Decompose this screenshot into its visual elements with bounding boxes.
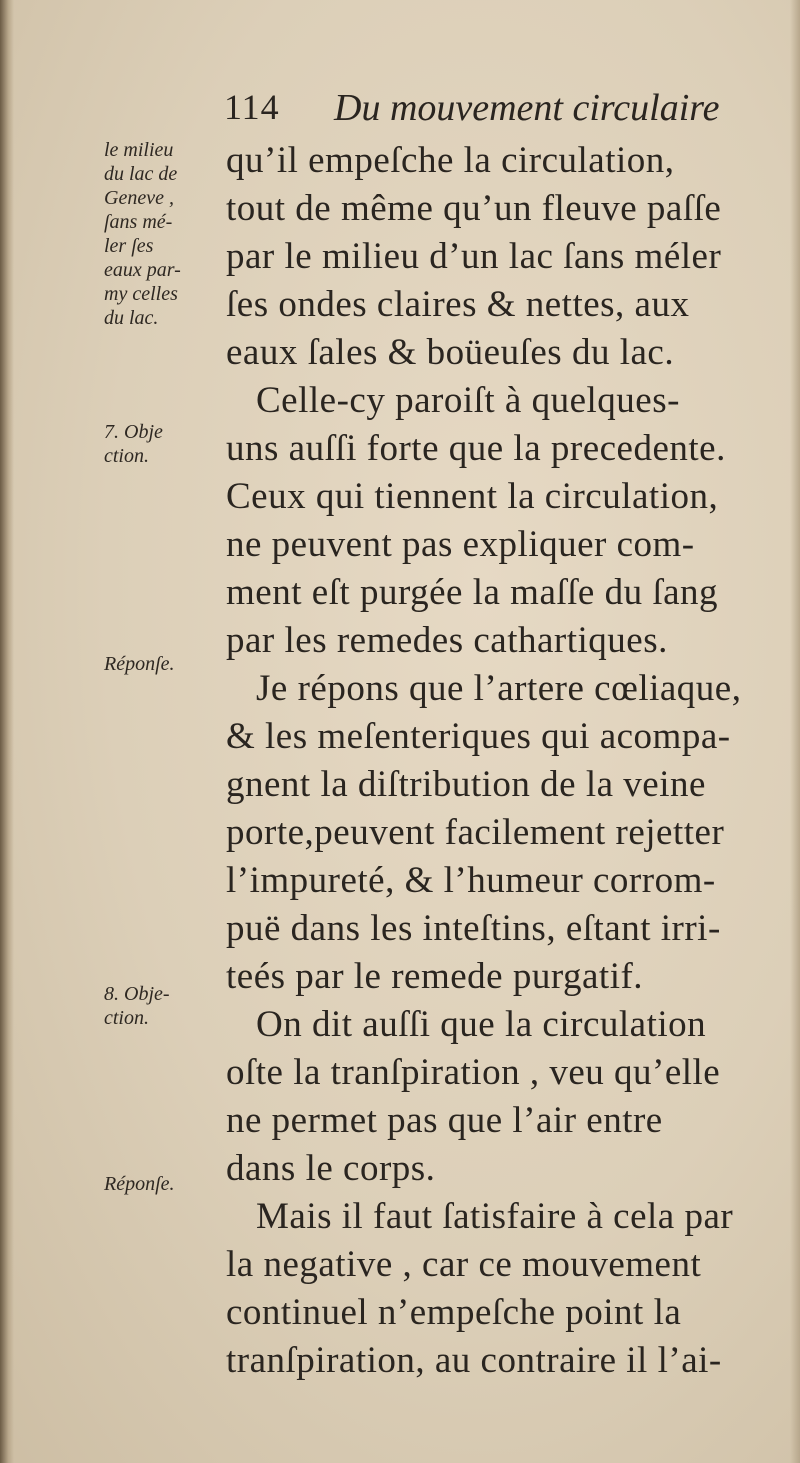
- margin-note-line: ction.: [104, 1007, 149, 1029]
- text-line: ſes ondes claires & nettes, aux: [226, 284, 690, 325]
- text-line: qu’il empeſche la circulation,: [226, 140, 675, 181]
- text-line: gnent la diſtribution de la veine: [226, 764, 706, 805]
- margin-note-line: 8. Obje-: [104, 983, 170, 1005]
- margin-note-objection-7: [104, 420, 219, 468]
- text-line: ne permet pas que l’air entre: [226, 1100, 663, 1141]
- text-line: Ceux qui tiennent la circulation,: [226, 476, 719, 517]
- running-head: Du mouvement circulaire: [334, 87, 720, 129]
- margin-note-line: le milieu: [104, 139, 174, 161]
- text-line: par les remedes cathartiques.: [226, 620, 668, 661]
- text-line: par le milieu d’un lac ſans méler: [226, 236, 722, 277]
- text-line: & les meſenteriques qui acompa-: [226, 716, 731, 757]
- margin-note-line: ſans mé-: [104, 211, 173, 233]
- text-line: l’impureté, & l’humeur corrom-: [226, 860, 716, 901]
- text-line: teés par le remede purgatif.: [226, 956, 644, 997]
- text-line: oſte la tranſpiration , veu qu’elle: [226, 1052, 721, 1093]
- page-header: [224, 86, 764, 136]
- text-line: Celle-cy paroiſt à quelques-: [256, 380, 680, 421]
- text-line: On dit auſſi que la circulation: [256, 1004, 707, 1045]
- margin-note-line: Réponſe.: [104, 1173, 175, 1195]
- margin-note-line: du lac.: [104, 307, 159, 329]
- text-line: uns auſſi forte que la precedente.: [226, 428, 726, 469]
- margin-note-line: Réponſe.: [104, 653, 175, 675]
- text-line: Mais il faut ſatisfaire à cela par: [256, 1196, 734, 1237]
- text-line: tout de même qu’un fleuve paſſe: [226, 188, 722, 229]
- text-line: Je répons que l’artere cœliaque,: [256, 668, 742, 709]
- text-line: la negative , car ce mouvement: [226, 1244, 702, 1285]
- margin-note-line: ler ſes: [104, 235, 154, 257]
- margin-note-reponse-2: [104, 1172, 219, 1196]
- margin-note-lac: [104, 138, 219, 330]
- text-line: continuel n’empeſche point la: [226, 1292, 682, 1333]
- text-line: eaux ſales & boüeuſes du lac.: [226, 332, 675, 373]
- margin-note-line: ction.: [104, 445, 149, 467]
- text-line: porte,peuvent facilement rejetter: [226, 812, 725, 853]
- margin-note-line: eaux par-: [104, 259, 181, 281]
- text-line: ne peuvent pas expliquer com-: [226, 524, 695, 565]
- page-left-edge-shadow: [0, 0, 14, 1463]
- margin-note-line: du lac de: [104, 163, 178, 185]
- margin-note-line: Geneve ,: [104, 187, 174, 209]
- margin-note-objection-8: [104, 982, 219, 1030]
- margin-note-line: my celles: [104, 283, 178, 305]
- page-number: 114: [224, 87, 280, 127]
- margin-note-reponse-1: [104, 652, 219, 676]
- margin-note-line: 7. Obje: [104, 421, 163, 443]
- text-line: tranſpiration, au contraire il l’ai-: [226, 1340, 722, 1381]
- text-line: puë dans les inteſtins, eſtant irri-: [226, 908, 721, 949]
- text-line: ment eſt purgée la maſſe du ſang: [226, 572, 719, 613]
- text-line: dans le corps.: [226, 1148, 436, 1189]
- page-right-edge-shadow: [790, 0, 800, 1463]
